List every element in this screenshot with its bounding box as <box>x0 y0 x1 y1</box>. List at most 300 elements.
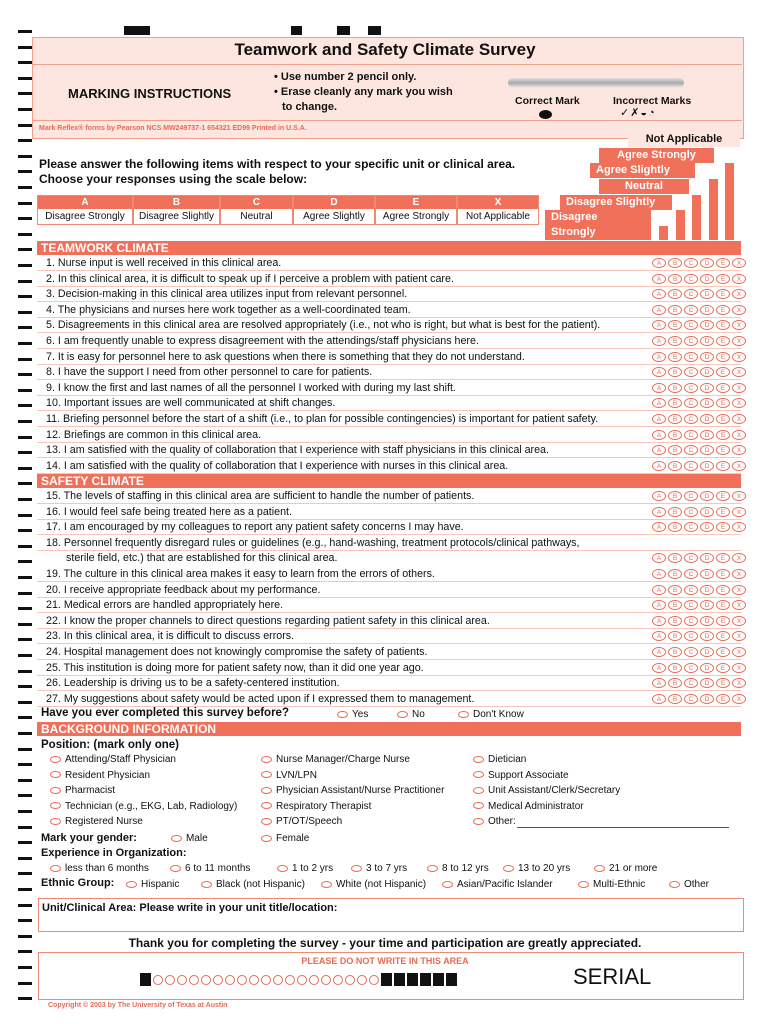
option-label: Respiratory Therapist <box>276 800 372 812</box>
answer-oval[interactable] <box>261 787 272 794</box>
scale-connector <box>709 179 718 240</box>
answer-bubble-b[interactable]: B <box>668 430 682 440</box>
other-write-line[interactable] <box>517 827 729 828</box>
answer-bubble-e[interactable]: E <box>716 663 730 673</box>
answer-oval[interactable] <box>50 802 61 809</box>
answer-bubble-d[interactable]: D <box>700 569 714 579</box>
answer-bubble-d[interactable]: D <box>700 647 714 657</box>
answer-bubble-b[interactable]: B <box>668 289 682 299</box>
answer-bubble-e[interactable]: E <box>716 336 730 346</box>
answer-bubble-a[interactable]: A <box>652 320 666 330</box>
answer-oval[interactable] <box>261 835 272 842</box>
answer-bubble-b[interactable]: B <box>668 663 682 673</box>
completed-before-option[interactable] <box>397 709 425 721</box>
serial-bubble <box>165 975 175 985</box>
answer-bubbles <box>652 569 746 579</box>
answer-bubble-d[interactable]: D <box>700 367 714 377</box>
answer-bubble-x[interactable]: X <box>732 553 746 563</box>
answer-bubbles <box>652 352 746 362</box>
answer-bubble-c[interactable]: C <box>684 383 698 393</box>
answer-bubbles <box>652 445 746 455</box>
experience-option[interactable] <box>427 863 489 875</box>
answer-bubble-c[interactable]: C <box>684 647 698 657</box>
answer-bubbles <box>652 694 746 704</box>
answer-bubble-e[interactable]: E <box>716 553 730 563</box>
answer-oval[interactable] <box>201 881 212 888</box>
answer-oval[interactable] <box>126 881 137 888</box>
timing-mark <box>18 654 32 657</box>
row-divider <box>37 534 741 535</box>
answer-bubble-x[interactable]: X <box>732 663 746 673</box>
question-item: 11. Briefing personnel before the start of a shift (i.e., to plan for possible contingencies) is important for patient safety. <box>46 413 599 425</box>
scale-connector <box>676 210 685 240</box>
answer-bubble-c[interactable]: C <box>684 616 698 626</box>
row-divider <box>37 379 741 380</box>
answer-bubble-a[interactable]: A <box>652 631 666 641</box>
gender-option[interactable] <box>171 833 208 845</box>
timing-mark <box>18 888 32 891</box>
answer-oval[interactable] <box>351 865 362 872</box>
answer-oval[interactable] <box>578 881 589 888</box>
answer-oval[interactable] <box>50 865 61 872</box>
answer-bubble-b[interactable]: B <box>668 367 682 377</box>
row-divider <box>37 519 741 520</box>
answer-bubble-e[interactable]: E <box>716 305 730 315</box>
answer-oval[interactable] <box>261 771 272 778</box>
option-label: 8 to 12 yrs <box>442 863 489 874</box>
ethnic-option[interactable] <box>126 879 179 891</box>
answer-oval[interactable] <box>473 787 484 794</box>
timing-mark <box>18 217 32 220</box>
serial-bubble <box>321 975 331 985</box>
position-option[interactable] <box>50 754 176 766</box>
answer-oval[interactable] <box>50 756 61 763</box>
answer-bubble-e[interactable]: E <box>716 616 730 626</box>
timing-mark <box>18 826 32 829</box>
answer-bubble-d[interactable]: D <box>700 430 714 440</box>
timing-mark <box>18 638 32 641</box>
staircase-label: Agree Strongly <box>599 148 714 163</box>
answer-bubble-d[interactable]: D <box>700 445 714 455</box>
scale-text: Not Applicable <box>466 211 530 222</box>
answer-bubble-d[interactable]: D <box>700 553 714 563</box>
position-option[interactable] <box>50 801 237 813</box>
answer-bubble-x[interactable]: X <box>732 600 746 610</box>
answer-bubble-d[interactable]: D <box>700 694 714 704</box>
scale-connector <box>659 226 668 240</box>
answer-bubble-d[interactable]: D <box>700 414 714 424</box>
answer-bubble-a[interactable]: A <box>652 569 666 579</box>
answer-bubble-e[interactable]: E <box>716 445 730 455</box>
answer-bubble-b[interactable]: B <box>668 600 682 610</box>
answer-bubble-a[interactable]: A <box>652 507 666 517</box>
ethnic-option[interactable] <box>442 879 553 891</box>
correct-mark-label: Correct Mark <box>515 95 580 107</box>
answer-bubble-b[interactable]: B <box>668 305 682 315</box>
answer-bubble-d[interactable]: D <box>700 274 714 284</box>
position-label: Position: (mark only one) <box>41 739 180 751</box>
answer-bubble-x[interactable]: X <box>732 631 746 641</box>
timing-mark <box>18 966 32 969</box>
answer-bubble-x[interactable]: X <box>732 507 746 517</box>
answer-bubble-a[interactable]: A <box>652 305 666 315</box>
question-item: 18. Personnel frequently disregard rules or guidelines (e.g., hand-washing, treatment protocols/clinical pathways, <box>46 536 580 549</box>
answer-bubble-e[interactable]: E <box>716 352 730 362</box>
answer-oval[interactable] <box>50 771 61 778</box>
timing-mark <box>18 514 32 517</box>
experience-option[interactable] <box>351 863 407 875</box>
answer-bubble-d[interactable]: D <box>700 383 714 393</box>
answer-bubble-x[interactable]: X <box>732 305 746 315</box>
answer-bubble-x[interactable]: X <box>732 522 746 532</box>
answer-bubble-c[interactable]: C <box>684 367 698 377</box>
timing-mark <box>18 529 32 532</box>
answer-bubble-x[interactable]: X <box>732 461 746 471</box>
answer-oval[interactable] <box>458 711 469 718</box>
answer-bubble-e[interactable]: E <box>716 430 730 440</box>
answer-oval[interactable] <box>397 711 408 718</box>
answer-oval[interactable] <box>473 802 484 809</box>
answer-bubble-e[interactable]: E <box>716 491 730 501</box>
answer-bubble-x[interactable]: X <box>732 430 746 440</box>
answer-bubble-a[interactable]: A <box>652 383 666 393</box>
answer-bubble-c[interactable]: C <box>684 398 698 408</box>
scale-text: Disagree Strongly <box>45 211 125 222</box>
answer-bubble-x[interactable]: X <box>732 258 746 268</box>
answer-bubble-e[interactable]: E <box>716 414 730 424</box>
answer-bubble-e[interactable]: E <box>716 647 730 657</box>
ethnic-option[interactable] <box>669 879 709 891</box>
answer-bubble-x[interactable]: X <box>732 289 746 299</box>
answer-bubble-x[interactable]: X <box>732 616 746 626</box>
answer-oval[interactable] <box>261 756 272 763</box>
answer-bubble-e[interactable]: E <box>716 585 730 595</box>
answer-bubble-b[interactable]: B <box>668 320 682 330</box>
answer-bubble-c[interactable]: C <box>684 491 698 501</box>
answer-bubble-c[interactable]: C <box>684 320 698 330</box>
answer-bubbles <box>652 678 746 688</box>
question-item: 3. Decision-making in this clinical area utilizes input from relevant personnel. <box>46 288 408 301</box>
answer-bubble-x[interactable]: X <box>732 694 746 704</box>
answer-bubble-d[interactable]: D <box>700 289 714 299</box>
timing-mark <box>18 904 32 907</box>
answer-bubble-c[interactable]: C <box>684 461 698 471</box>
answer-bubble-b[interactable]: B <box>668 522 682 532</box>
answer-bubble-e[interactable]: E <box>716 569 730 579</box>
answer-bubbles <box>652 631 746 641</box>
serial-block <box>446 973 457 986</box>
completed-before-option[interactable] <box>458 709 524 721</box>
answer-bubbles <box>652 289 746 299</box>
answer-bubble-x[interactable]: X <box>732 569 746 579</box>
position-option[interactable] <box>261 816 342 828</box>
position-option[interactable] <box>50 785 115 797</box>
answer-bubble-d[interactable]: D <box>700 320 714 330</box>
answer-bubble-c[interactable]: C <box>684 414 698 424</box>
answer-bubble-a[interactable]: A <box>652 694 666 704</box>
answer-bubble-b[interactable]: B <box>668 569 682 579</box>
answer-bubble-a[interactable]: A <box>652 274 666 284</box>
copyright: Copyright © 2003 by The University of Texas at Austin <box>48 1002 228 1009</box>
option-label: LVN/LPN <box>276 769 317 781</box>
answer-bubble-a[interactable]: A <box>652 336 666 346</box>
ethnic-option[interactable] <box>201 879 305 891</box>
answer-bubble-d[interactable]: D <box>700 461 714 471</box>
answer-oval[interactable] <box>503 865 514 872</box>
answer-bubble-b[interactable]: B <box>668 507 682 517</box>
position-option[interactable] <box>261 785 444 797</box>
answer-bubble-x[interactable]: X <box>732 274 746 284</box>
timing-mark <box>18 545 32 548</box>
position-option[interactable] <box>50 816 143 828</box>
answer-oval[interactable] <box>261 802 272 809</box>
answer-bubble-e[interactable]: E <box>716 383 730 393</box>
answer-bubble-c[interactable]: C <box>684 694 698 704</box>
answer-bubble-b[interactable]: B <box>668 647 682 657</box>
option-label: Other <box>684 879 710 890</box>
answer-bubble-c[interactable]: C <box>684 430 698 440</box>
answer-bubble-b[interactable]: B <box>668 414 682 424</box>
answer-bubble-a[interactable]: A <box>652 367 666 377</box>
answer-bubble-d[interactable]: D <box>700 585 714 595</box>
answer-bubble-d[interactable]: D <box>700 352 714 362</box>
answer-bubble-e[interactable]: E <box>716 398 730 408</box>
answer-oval[interactable] <box>473 818 484 825</box>
answer-oval[interactable] <box>170 865 181 872</box>
answer-oval[interactable] <box>337 711 348 718</box>
answer-bubble-c[interactable]: C <box>684 678 698 688</box>
timing-mark <box>18 982 32 985</box>
answer-bubble-d[interactable]: D <box>700 663 714 673</box>
answer-bubble-x[interactable]: X <box>732 445 746 455</box>
answer-bubble-a[interactable]: A <box>652 398 666 408</box>
answer-bubble-a[interactable]: A <box>652 678 666 688</box>
option-label: Dietician <box>488 754 527 765</box>
question-item: 17. I am encouraged by my colleagues to report any patient safety concerns I may have. <box>46 521 464 534</box>
answer-bubble-e[interactable]: E <box>716 274 730 284</box>
answer-oval[interactable] <box>473 756 484 763</box>
position-option[interactable] <box>473 785 620 797</box>
position-option[interactable] <box>261 754 410 766</box>
answer-bubble-x[interactable]: X <box>732 647 746 657</box>
answer-bubble-e[interactable]: E <box>716 461 730 471</box>
timing-mark <box>18 997 32 1000</box>
answer-bubble-x[interactable]: X <box>732 383 746 393</box>
answer-bubble-x[interactable]: X <box>732 398 746 408</box>
answer-bubble-a[interactable]: A <box>652 616 666 626</box>
experience-option[interactable] <box>170 863 250 875</box>
answer-bubble-d[interactable]: D <box>700 631 714 641</box>
answer-bubble-a[interactable]: A <box>652 289 666 299</box>
answer-bubble-d[interactable]: D <box>700 522 714 532</box>
answer-bubbles <box>652 553 746 563</box>
answer-bubble-b[interactable]: B <box>668 398 682 408</box>
answer-bubble-c[interactable]: C <box>684 352 698 362</box>
answer-bubble-d[interactable]: D <box>700 616 714 626</box>
answer-bubble-c[interactable]: C <box>684 445 698 455</box>
answer-bubble-x[interactable]: X <box>732 678 746 688</box>
answer-bubble-b[interactable]: B <box>668 694 682 704</box>
timing-mark <box>18 950 32 953</box>
answer-bubble-d[interactable]: D <box>700 336 714 346</box>
answer-bubble-x[interactable]: X <box>732 336 746 346</box>
answer-bubble-c[interactable]: C <box>684 336 698 346</box>
answer-bubble-b[interactable]: B <box>668 585 682 595</box>
answer-bubble-d[interactable]: D <box>700 678 714 688</box>
teamwork-heading: TEAMWORK CLIMATE <box>37 241 741 255</box>
answer-bubble-e[interactable]: E <box>716 367 730 377</box>
answer-bubble-a[interactable]: A <box>652 352 666 362</box>
answer-bubble-e[interactable]: E <box>716 320 730 330</box>
answer-bubble-e[interactable]: E <box>716 507 730 517</box>
survey-title: Teamwork and Safety Climate Survey <box>234 40 536 59</box>
serial-bubble <box>273 975 283 985</box>
scale-option-b <box>133 195 220 225</box>
position-option[interactable] <box>261 801 371 813</box>
answer-bubble-d[interactable]: D <box>700 491 714 501</box>
question-item: 23. In this clinical area, it is difficult to discuss errors. <box>46 630 295 643</box>
answer-bubble-c[interactable]: C <box>684 274 698 284</box>
answer-bubble-e[interactable]: E <box>716 631 730 641</box>
timing-mark <box>18 108 32 111</box>
answer-bubble-x[interactable]: X <box>732 585 746 595</box>
answer-bubble-x[interactable]: X <box>732 367 746 377</box>
gender-option[interactable] <box>261 833 309 845</box>
completed-before-option[interactable] <box>337 709 368 721</box>
answer-bubble-d[interactable]: D <box>700 258 714 268</box>
serial-code <box>140 971 459 989</box>
answer-bubble-b[interactable]: B <box>668 352 682 362</box>
answer-bubble-e[interactable]: E <box>716 694 730 704</box>
timing-mark <box>18 342 32 345</box>
answer-bubble-x[interactable]: X <box>732 320 746 330</box>
experience-option[interactable] <box>594 863 657 875</box>
row-divider <box>37 457 741 458</box>
position-option[interactable] <box>261 770 317 782</box>
answer-bubble-a[interactable]: A <box>652 491 666 501</box>
answer-bubble-e[interactable]: E <box>716 600 730 610</box>
position-option[interactable] <box>473 770 569 782</box>
answer-bubble-c[interactable]: C <box>684 569 698 579</box>
answer-bubbles <box>652 507 746 517</box>
row-divider <box>37 395 741 396</box>
answer-bubble-x[interactable]: X <box>732 414 746 424</box>
answer-bubble-b[interactable]: B <box>668 678 682 688</box>
answer-bubble-d[interactable]: D <box>700 398 714 408</box>
experience-option[interactable] <box>503 863 570 875</box>
answer-bubble-b[interactable]: B <box>668 383 682 393</box>
answer-bubble-c[interactable]: C <box>684 631 698 641</box>
option-label: 3 to 7 yrs <box>366 863 408 874</box>
answer-bubbles <box>652 491 746 501</box>
question-item: 2. In this clinical area, it is difficult to speak up if I perceive a problem with patient care. <box>46 272 454 285</box>
option-label: Technician (e.g., EKG, Lab, Radiology) <box>65 800 238 812</box>
answer-bubble-d[interactable]: D <box>700 600 714 610</box>
answer-oval[interactable] <box>171 835 182 842</box>
position-option[interactable] <box>50 770 150 782</box>
answer-bubble-b[interactable]: B <box>668 491 682 501</box>
answer-oval[interactable] <box>427 865 438 872</box>
position-option[interactable] <box>473 801 584 813</box>
answer-bubble-a[interactable]: A <box>652 647 666 657</box>
answer-bubble-a[interactable]: A <box>652 258 666 268</box>
answer-bubble-a[interactable]: A <box>652 430 666 440</box>
answer-oval[interactable] <box>442 881 453 888</box>
answer-bubbles <box>652 616 746 626</box>
answer-bubble-c[interactable]: C <box>684 522 698 532</box>
answer-bubble-b[interactable]: B <box>668 461 682 471</box>
answer-bubble-x[interactable]: X <box>732 491 746 501</box>
scale-text: Neutral <box>240 211 273 222</box>
answer-oval[interactable] <box>277 865 288 872</box>
answer-bubble-x[interactable]: X <box>732 352 746 362</box>
answer-bubble-a[interactable]: A <box>652 414 666 424</box>
answer-bubble-c[interactable]: C <box>684 305 698 315</box>
timing-mark <box>18 311 32 314</box>
answer-bubble-c[interactable]: C <box>684 585 698 595</box>
experience-option[interactable] <box>277 863 333 875</box>
ethnic-option[interactable] <box>578 879 645 891</box>
answer-bubble-a[interactable]: A <box>652 522 666 532</box>
answer-bubble-a[interactable]: A <box>652 445 666 455</box>
answer-bubble-e[interactable]: E <box>716 289 730 299</box>
answer-oval[interactable] <box>473 771 484 778</box>
answer-oval[interactable] <box>50 787 61 794</box>
answer-bubble-c[interactable]: C <box>684 663 698 673</box>
answer-bubble-a[interactable]: A <box>652 600 666 610</box>
timing-mark <box>18 592 32 595</box>
answer-bubble-a[interactable]: A <box>652 663 666 673</box>
answer-bubble-c[interactable]: C <box>684 553 698 563</box>
experience-option[interactable] <box>50 863 149 875</box>
answer-bubble-a[interactable]: A <box>652 461 666 471</box>
answer-bubble-e[interactable]: E <box>716 258 730 268</box>
answer-oval[interactable] <box>261 818 272 825</box>
answer-bubble-a[interactable]: A <box>652 585 666 595</box>
answer-oval[interactable] <box>594 865 605 872</box>
position-option[interactable] <box>473 816 516 828</box>
answer-bubble-c[interactable]: C <box>684 289 698 299</box>
scale-option-x <box>457 195 539 225</box>
scale-text: Disagree Slightly <box>138 211 215 222</box>
answer-bubble-e[interactable]: E <box>716 678 730 688</box>
answer-bubble-c[interactable]: C <box>684 258 698 268</box>
ethnic-option[interactable] <box>321 879 426 891</box>
row-divider <box>37 628 741 629</box>
question-item: 4. The physicians and nurses here work together as a well-coordinated team. <box>46 303 411 316</box>
answer-bubble-e[interactable]: E <box>716 522 730 532</box>
answer-bubble-b[interactable]: B <box>668 553 682 563</box>
answer-bubble-c[interactable]: C <box>684 600 698 610</box>
answer-bubble-b[interactable]: B <box>668 274 682 284</box>
position-option[interactable] <box>473 754 526 766</box>
option-label: Unit Assistant/Clerk/Secretary <box>488 785 621 796</box>
answer-oval[interactable] <box>321 881 332 888</box>
answer-bubble-d[interactable]: D <box>700 507 714 517</box>
answer-oval[interactable] <box>669 881 680 888</box>
scale-letter: E <box>376 196 456 209</box>
answer-bubble-d[interactable]: D <box>700 305 714 315</box>
answer-bubble-b[interactable]: B <box>668 445 682 455</box>
answer-bubble-b[interactable]: B <box>668 616 682 626</box>
answer-bubble-b[interactable]: B <box>668 258 682 268</box>
answer-oval[interactable] <box>50 818 61 825</box>
answer-bubble-b[interactable]: B <box>668 336 682 346</box>
answer-bubble-b[interactable]: B <box>668 631 682 641</box>
answer-bubble-a[interactable]: A <box>652 553 666 563</box>
answer-bubble-c[interactable]: C <box>684 507 698 517</box>
background-heading: BACKGROUND INFORMATION <box>37 722 741 736</box>
